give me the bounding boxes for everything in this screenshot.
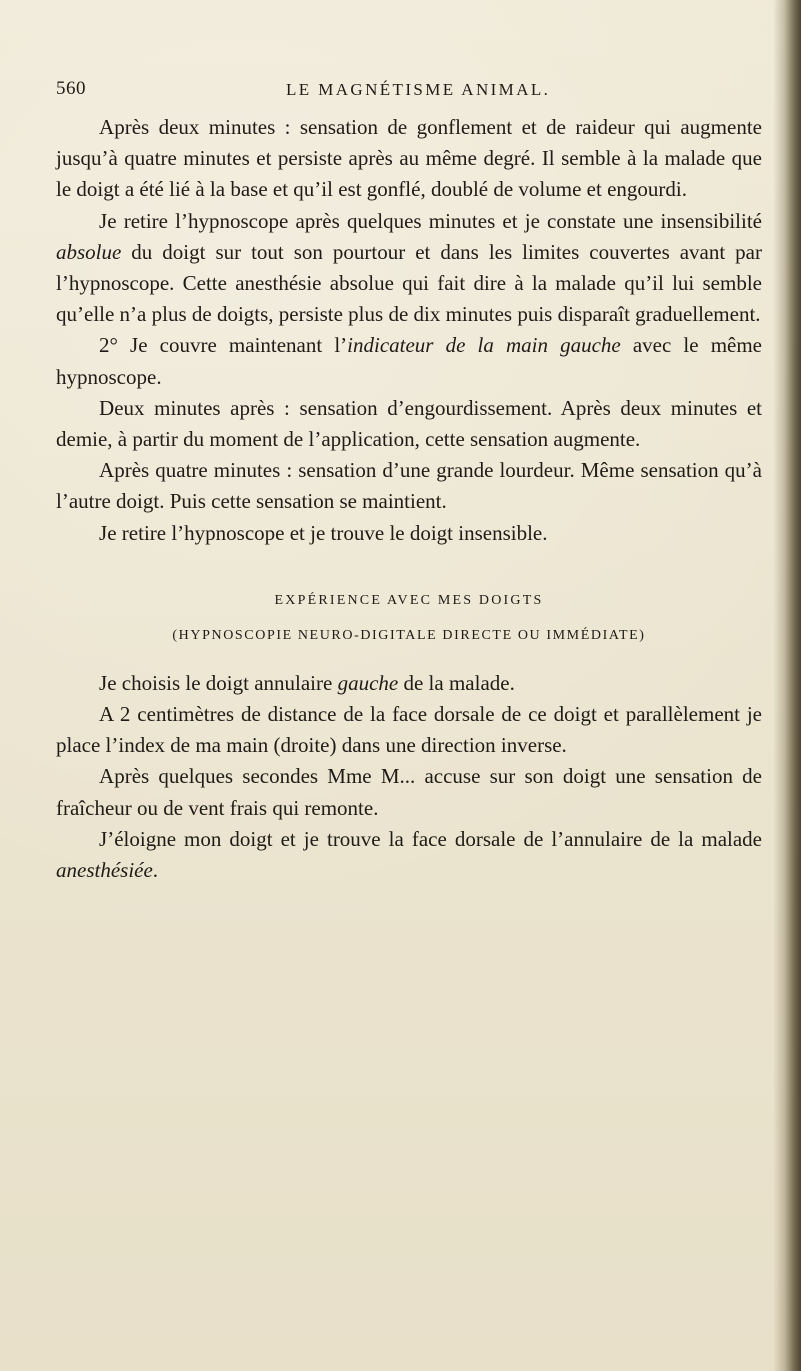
paragraph-fresh-sensation: Après quelques secondes Mme M... accuse sur son doigt une sensation de fraîcheur ou de vent frais qui remonte. [56, 764, 762, 820]
paragraph-swelling-sensation: Après deux minutes : sensation de gonflement et de raideur qui augmente jusqu’à quatre minutes et persiste après au même degré. Il semble à la malade que le doigt a été lié à la base et qu’il est gonflé, doublé de volume et engourdi. [56, 115, 762, 202]
paragraph-text: 2° Je couvre maintenant l’ [99, 333, 348, 358]
section-subtitle: (HYPNOSCOPIE NEURO-DIGITALE DIRECTE OU IMMÉDIATE) [172, 627, 646, 643]
emphasis-text: gauche [337, 670, 399, 695]
emphasis-text: anesthésiée [56, 858, 153, 883]
paragraph-insensible-finger: Je retire l’hypnoscope et je trouve le doigt insensible. [99, 520, 548, 545]
paragraph-text: . [152, 858, 159, 883]
paragraph-heaviness: Après quatre minutes : sensation d’une grande lourdeur. Même sensation qu’à l’autre doigt. Puis cette sensation se maintient. [56, 458, 762, 514]
emphasis-text: indicateur de la main gauche [347, 333, 621, 358]
page-edge-shadow [773, 0, 801, 1371]
section-spacing [56, 549, 762, 591]
paragraph-text: J’éloigne mon doigt et je trouve la face dorsale de l’annulaire de la malade [99, 826, 762, 851]
paragraph-text: avec le même hypnoscope. [56, 333, 762, 389]
paragraph-distance-placement: A 2 centimètres de distance de la face dorsale de ce doigt et parallèlement je place l’index de ma main (droite) dans une direction inverse. [56, 702, 762, 758]
paragraph-left-ring-finger [56, 668, 762, 699]
paragraph-text: Je choisis le doigt annulaire [99, 670, 338, 695]
page-body [56, 112, 762, 886]
section-title: EXPÉRIENCE AVEC MES DOIGTS [274, 592, 544, 608]
paragraph-absolute-insensibility [56, 206, 762, 331]
paragraph-anesthetized-face [56, 824, 762, 886]
page-number: 560 [56, 78, 86, 99]
paragraph-text: de la malade. [398, 670, 515, 695]
page-header [56, 78, 746, 104]
running-head: LE MAGNÉTISME ANIMAL. [286, 80, 551, 99]
emphasis-text: absolue [56, 239, 122, 264]
paragraph-left-index [56, 330, 762, 392]
paragraph-text: du doigt sur tout son pourtour et dans les limites couvertes avant par l’hypnoscope. Cette anesthésie absolue qui fait dire à la malade qu’il lui semble qu’elle n’a plus de doigts, persiste plus de dix minutes puis disparaît graduellement. [56, 239, 762, 327]
paragraph-numbness: Deux minutes après : sensation d’engourdissement. Après deux minutes et demie, à partir du moment de l’application, cette sensation augmente. [56, 395, 762, 452]
section-spacing [56, 646, 762, 668]
paragraph-text: Je retire l’hypnoscope après quelques minutes et je constate une insensibilité [99, 208, 762, 233]
